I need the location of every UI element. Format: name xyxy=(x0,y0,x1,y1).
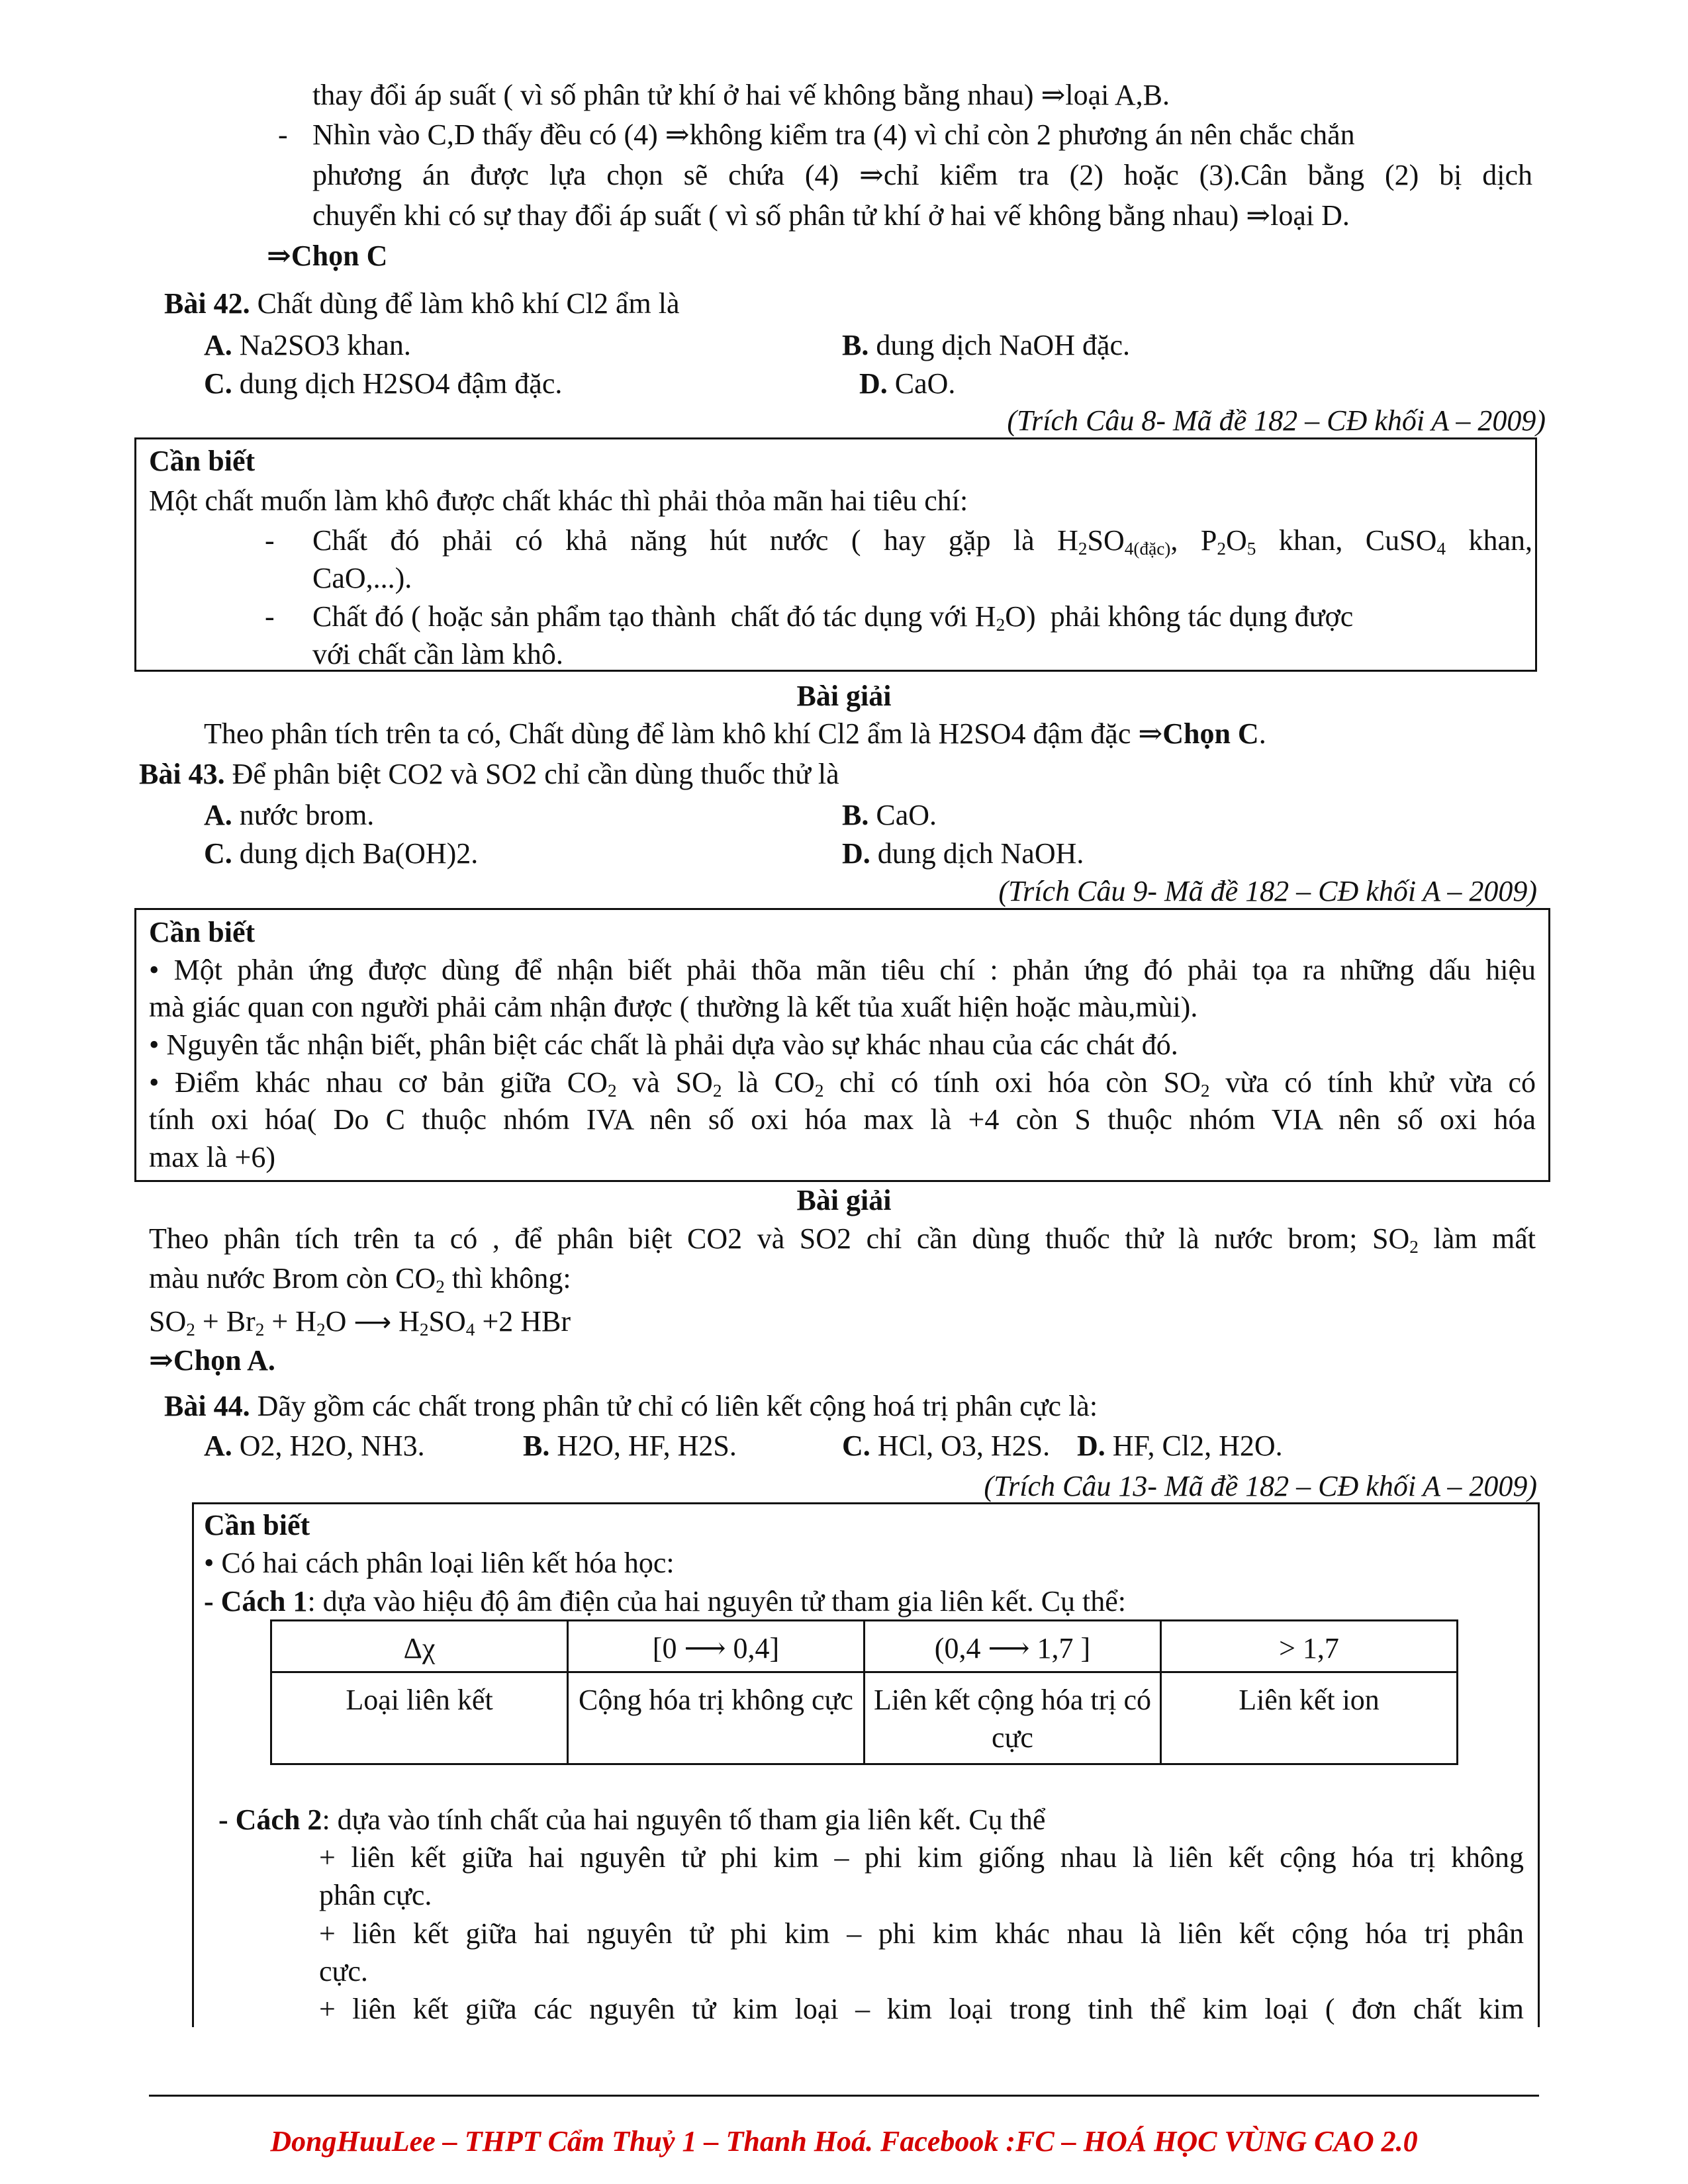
option-a xyxy=(204,331,411,360)
method-label: - Cách 2 xyxy=(218,1803,322,1836)
box-title: Cần biết xyxy=(204,1509,310,1541)
criterion-1-cont: CaO,...). xyxy=(312,562,412,594)
rule-2: + liên kết giữa hai nguyên tử phi kim – phi kim khác nhau là liên kết cộng hóa trị phân xyxy=(319,1917,1524,1950)
option-letter: A. xyxy=(204,799,232,831)
text-line: phương án được lựa chọn sẽ chứa (4) ⇒chỉ kiểm tra (2) hoặc (3).Cân bằng (2) bị dịch xyxy=(312,159,1532,191)
option-d xyxy=(859,369,955,398)
option-text: HF, Cl2, H2O. xyxy=(1105,1430,1283,1462)
criterion-1: Chất đó phải có khả năng hút nước ( hay gặp là $H_2SO_{4(đặc)}$, $P_2O_5$ khan, CuSO$_4$ khan, xyxy=(312,524,1533,559)
page-footer: DongHuuLee – THPT Cẩm Thuỷ 1 – Thanh Hoá. Facebook :FC – HOÁ HỌC VÙNG CAO 2.0 xyxy=(270,2125,1418,2158)
table-cell: Liên kết ion xyxy=(1161,1672,1458,1764)
table-cell: Cộng hóa trị không cực xyxy=(568,1672,865,1764)
option-text: Na2SO3 khan. xyxy=(232,329,411,361)
solution-text-cont: màu nước Brom còn $CO_2$ thì không: xyxy=(149,1262,571,1297)
option-text: dung dịch NaOH. xyxy=(870,837,1084,870)
option-c xyxy=(842,1432,1050,1461)
question-label: Bài 43. xyxy=(139,758,225,790)
text-line: thay đổi áp suất ( vì số phân tử khí ở hai vế không bằng nhau) ⇒loại A,B. xyxy=(312,79,1170,111)
solution-answer: Chọn C xyxy=(1162,717,1259,750)
option-text: HCl, O3, H2S. xyxy=(870,1430,1051,1462)
option-text: nước brom. xyxy=(232,799,375,831)
rule-1: + liên kết giữa hai nguyên tử phi kim – phi kim giống nhau là liên kết cộng hóa trị không xyxy=(319,1841,1524,1874)
method-1 xyxy=(204,1587,1126,1616)
knowledge-point-cont: tính oxi hóa( Do C thuộc nhóm IVA nên số oxi hóa max là +4 còn S thuộc nhóm VIA nên số oxi hóa xyxy=(149,1103,1536,1136)
option-text: CaO. xyxy=(887,367,956,400)
source-citation: (Trích Câu 13- Mã đề 182 – CĐ khối A – 2009) xyxy=(984,1470,1537,1502)
solution-title: Bài giải xyxy=(796,680,892,712)
question-text: Dãy gồm các chất trong phân tử chỉ có liên kết cộng hoá trị phân cực là: xyxy=(250,1390,1098,1422)
intro: • Có hai cách phân loại liên kết hóa học: xyxy=(204,1547,675,1579)
text-line: Nhìn vào C,D thấy đều có (4) ⇒không kiểm tra (4) vì chỉ còn 2 phương án nên chắc chắn xyxy=(312,118,1355,151)
option-b xyxy=(842,801,937,830)
question-44 xyxy=(164,1392,1098,1421)
option-b xyxy=(842,331,1130,360)
table-cell: (0,4 ⟶ 1,7 ] xyxy=(865,1621,1161,1672)
option-c xyxy=(204,369,562,398)
option-text: dung dịch H2SO4 đậm đặc. xyxy=(232,367,563,400)
option-letter: D. xyxy=(1077,1430,1105,1462)
rule-1-cont: phân cực. xyxy=(319,1879,432,1911)
question-42 xyxy=(164,289,680,318)
option-a xyxy=(204,801,374,830)
box-title: Cần biết xyxy=(149,445,256,477)
conclusion: ⇒Chọn A. xyxy=(149,1344,275,1377)
option-letter: C. xyxy=(204,837,232,870)
method-text: : dựa vào hiệu độ âm điện của hai nguyên tử tham gia liên kết. Cụ thể: xyxy=(307,1585,1127,1617)
solution-text: Theo phân tích trên ta có , để phân biệt CO2 và SO2 chỉ cần dùng thuốc thử là nước brom; $SO_2$ làm mất xyxy=(149,1222,1536,1257)
criterion-2-cont: với chất cần làm khô. xyxy=(312,638,563,670)
solution-title: Bài giải xyxy=(796,1184,892,1216)
option-text: CaO. xyxy=(868,799,937,831)
knowledge-point: • Một phản ứng được dùng để nhận biết phải thõa mãn tiêu chí : phản ứng đó phải tọa ra những dấu hiệu xyxy=(149,954,1536,986)
option-text: O2, H2O, NH3. xyxy=(232,1430,425,1462)
reaction-equation: $SO_2 + Br_2 + H_2O$ ⟶ $H_2SO_4 +2$ HBr xyxy=(149,1305,571,1340)
option-letter: A. xyxy=(204,1430,232,1462)
dash-bullet: - xyxy=(265,524,275,557)
knowledge-point-cont: mà giác quan con người phải cảm nhận được ( thường là kết tủa xuất hiện hoặc màu,mùi). xyxy=(149,991,1198,1023)
conclusion: ⇒Chọn C xyxy=(267,240,388,272)
knowledge-point: • Nguyên tắc nhận biết, phân biệt các chất là phải dựa vào sự khác nhau của các chát đó. xyxy=(149,1028,1178,1061)
method-text: : dựa vào tính chất của hai nguyên tố tham gia liên kết. Cụ thể xyxy=(322,1803,1046,1836)
source-citation: (Trích Câu 8- Mã đề 182 – CĐ khối A – 2009) xyxy=(1007,404,1546,437)
solution-end: . xyxy=(1258,717,1266,750)
source-citation: (Trích Câu 9- Mã đề 182 – CĐ khối A – 2009) xyxy=(998,875,1537,907)
question-text: Để phân biệt CO2 và SO2 chỉ cần dùng thuốc thử là xyxy=(224,758,839,790)
option-letter: B. xyxy=(523,1430,550,1462)
table-cell: > 1,7 xyxy=(1161,1621,1458,1672)
criterion-2: Chất đó ( hoặc sản phẩm tạo thành chất đó tác dụng với $H_2O$) phải không tác dụng được xyxy=(312,600,1354,635)
question-text: Chất dùng để làm khô khí Cl2 ẩm là xyxy=(250,287,680,320)
text-line: chuyển khi có sự thay đổi áp suất ( vì số phân tử khí ở hai vế không bằng nhau) ⇒loại D. xyxy=(312,199,1350,232)
table-row xyxy=(271,1672,1458,1764)
table-cell: [0 ⟶ 0,4] xyxy=(568,1621,865,1672)
dash-bullet: - xyxy=(265,600,275,633)
question-label: Bài 42. xyxy=(164,287,250,320)
knowledge-point-cont: max là +6) xyxy=(149,1141,275,1173)
bond-classification-table xyxy=(270,1619,1458,1765)
option-letter: C. xyxy=(204,367,232,400)
option-letter: D. xyxy=(859,367,888,400)
footer-rule xyxy=(149,2095,1539,2097)
option-letter: A. xyxy=(204,329,232,361)
box-title: Cần biết xyxy=(149,916,256,948)
option-b xyxy=(523,1432,737,1461)
option-a xyxy=(204,1432,425,1461)
table-cell: Liên kết cộng hóa trị có cực xyxy=(865,1672,1161,1764)
rule-2-cont: cực. xyxy=(319,1955,368,1987)
option-letter: B. xyxy=(842,329,869,361)
option-text: dung dịch NaOH đặc. xyxy=(868,329,1131,361)
option-letter: B. xyxy=(842,799,869,831)
question-label: Bài 44. xyxy=(164,1390,250,1422)
dash-bullet: - xyxy=(278,118,288,151)
table-cell: Δχ xyxy=(271,1621,568,1672)
option-d xyxy=(1077,1432,1283,1461)
option-c xyxy=(204,839,478,868)
table-header-row xyxy=(271,1621,1458,1672)
rule-3: + liên kết giữa các nguyên tử kim loại – kim loại trong tinh thể kim loại ( đơn chất kim xyxy=(319,1993,1524,2025)
option-text: dung dịch Ba(OH)2. xyxy=(232,837,479,870)
method-2 xyxy=(218,1805,1045,1835)
option-text: H2O, HF, H2S. xyxy=(549,1430,737,1462)
solution-sentence: Theo phân tích trên ta có, Chất dùng để làm khô khí Cl2 ẩm là H2SO4 đậm đặc ⇒ xyxy=(204,717,1163,750)
option-letter: D. xyxy=(842,837,870,870)
table-cell: Loại liên kết xyxy=(271,1672,568,1764)
knowledge-point: • Điểm khác nhau cơ bản giữa $CO_2$ và $SO_2$ là $CO_2$ chỉ có tính oxi hóa còn $SO_2$ vừa có tính khử vừa có xyxy=(149,1066,1536,1101)
method-label: - Cách 1 xyxy=(204,1585,308,1617)
box-intro: Một chất muốn làm khô được chất khác thì phải thỏa mãn hai tiêu chí: xyxy=(149,484,968,517)
question-43 xyxy=(139,760,839,789)
option-letter: C. xyxy=(842,1430,870,1462)
solution-text xyxy=(204,719,1266,749)
option-d xyxy=(842,839,1084,868)
